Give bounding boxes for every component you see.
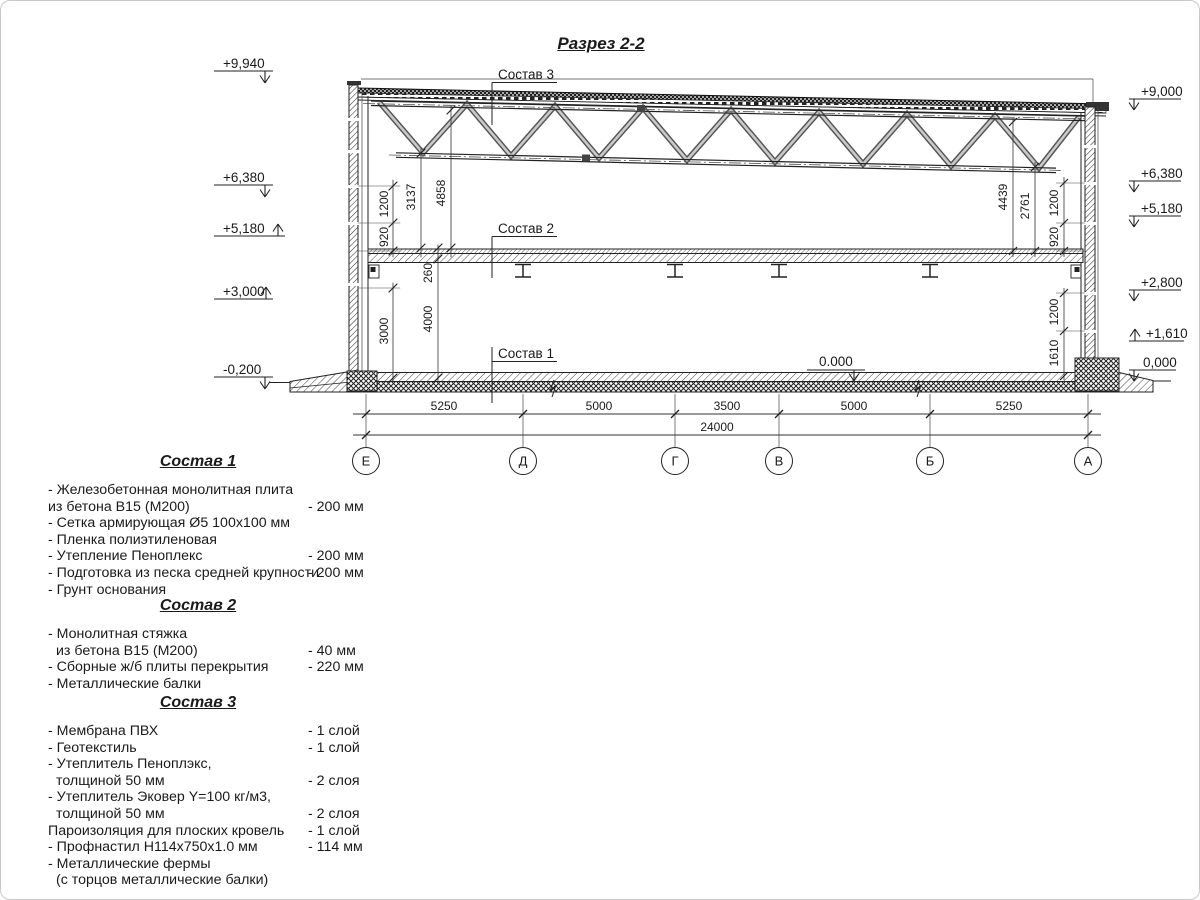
sostav3-label: Состав 3 xyxy=(498,67,554,82)
svg-text:4439: 4439 xyxy=(996,183,1010,211)
chord-splice-plate xyxy=(637,105,645,112)
elevation-mark xyxy=(1129,326,1188,341)
right-wall xyxy=(1081,107,1098,373)
list-item: толщиной 50 мм - 2 слоя xyxy=(56,805,360,822)
svg-text:+1,610: +1,610 xyxy=(1146,326,1188,341)
beam-seat xyxy=(369,265,379,278)
floor-slab xyxy=(368,249,1083,278)
right-apron xyxy=(1119,373,1153,393)
svg-text:5000: 5000 xyxy=(585,399,613,413)
composition-list-1 xyxy=(48,453,388,598)
svg-text:+9,000: +9,000 xyxy=(1141,84,1183,99)
axis-label: Д xyxy=(518,453,528,469)
list-item: - Пленка полиэтиленовая xyxy=(48,531,217,548)
list-item: - Сборные ж/б плиты перекрытия - 220 мм xyxy=(48,659,364,676)
svg-text:2761: 2761 xyxy=(1018,192,1032,220)
svg-text:260: 260 xyxy=(421,262,435,284)
list-item: (с торцов металлические балки) xyxy=(56,872,269,889)
list-item: - Грунт основания xyxy=(48,581,167,598)
sostav2-label: Состав 2 xyxy=(498,221,554,236)
elevation-marks-left xyxy=(214,56,285,389)
list-item: - Металлические балки xyxy=(48,675,202,692)
svg-text:1610: 1610 xyxy=(1047,339,1061,367)
total-dim: 24000 xyxy=(700,420,734,434)
elevation-mark xyxy=(214,221,285,236)
elevation-mark xyxy=(214,284,273,299)
list-item: - Подготовка из песка средней крупности - 200 мм xyxy=(48,564,364,581)
axis-label: В xyxy=(774,453,784,469)
list-item: из бетона В15 (М200) - 200 мм xyxy=(48,498,364,515)
left-wall xyxy=(347,81,368,379)
svg-text:920: 920 xyxy=(377,226,391,248)
svg-text:0,000: 0,000 xyxy=(1143,355,1177,370)
svg-text:+5,180: +5,180 xyxy=(223,221,265,236)
composition-heading: Состав 1 xyxy=(159,453,237,470)
composition-list-2 xyxy=(48,597,388,692)
svg-text:920: 920 xyxy=(1047,226,1061,248)
axis-label: Г xyxy=(671,453,679,469)
list-item: - Сетка армирующая Ø5 100х100 мм xyxy=(48,515,291,532)
composition-heading: Состав 2 xyxy=(159,597,237,614)
svg-text:3137: 3137 xyxy=(404,183,418,211)
list-item: - Утепление Пеноплекс - 200 мм xyxy=(48,548,364,565)
svg-text:+2,800: +2,800 xyxy=(1141,275,1183,290)
list-item: - Утеплитель Эковер Y=100 кг/м3, xyxy=(48,789,271,806)
elevation-mark xyxy=(214,362,273,389)
elevation-mark xyxy=(1129,84,1183,110)
list-item: из бетона В15 (М200) - 40 мм xyxy=(56,642,356,659)
svg-text:5250: 5250 xyxy=(995,399,1023,413)
svg-text:+5,180: +5,180 xyxy=(1141,201,1183,216)
composition-list-3 xyxy=(48,694,388,889)
list-item: толщиной 50 мм - 2 слоя xyxy=(56,772,360,789)
svg-text:1200: 1200 xyxy=(377,190,391,218)
elevation-marks-right xyxy=(1129,84,1188,381)
left-apron xyxy=(290,371,356,393)
elevation-mark xyxy=(214,170,273,197)
composition-heading: Состав 3 xyxy=(159,694,237,711)
svg-text:3500: 3500 xyxy=(713,399,741,413)
list-item: - Профнастил Н114х750х1.0 мм - 114 мм xyxy=(48,839,363,856)
list-item: - Монолитная стяжка xyxy=(48,626,188,642)
steel-beams xyxy=(515,265,938,278)
list-item: - Мембрана ПВХ - 1 слой xyxy=(48,723,360,739)
axis-label: Е xyxy=(361,453,371,469)
axis-label: Б xyxy=(925,453,935,469)
section-drawing xyxy=(1,1,1200,491)
svg-text:1200: 1200 xyxy=(1047,189,1061,217)
axis-bubbles xyxy=(353,448,1102,475)
sostav1-label: Состав 1 xyxy=(498,346,554,361)
svg-text:5250: 5250 xyxy=(430,399,458,413)
bottom-dim-chain xyxy=(353,394,1101,447)
svg-text:-0,200: -0,200 xyxy=(223,362,262,377)
svg-text:4858: 4858 xyxy=(434,179,448,207)
svg-text:3000: 3000 xyxy=(377,317,391,345)
elevation-mark xyxy=(1129,166,1183,192)
list-item: - Утеплитель Пеноплэкс, xyxy=(48,756,212,773)
list-item: - Железобетонная монолитная плита xyxy=(48,482,294,498)
vertical-dims-left xyxy=(358,106,455,382)
svg-text:1200: 1200 xyxy=(1047,298,1061,326)
elevation-mark xyxy=(1129,201,1183,227)
svg-text:+3,000: +3,000 xyxy=(223,284,265,299)
svg-text:+6,380: +6,380 xyxy=(1141,166,1183,181)
elevation-mark xyxy=(1129,275,1183,301)
svg-text:+9,940: +9,940 xyxy=(223,56,265,71)
elevation-mark xyxy=(1129,355,1177,381)
svg-text:+6,380: +6,380 xyxy=(223,170,265,185)
axis-label: А xyxy=(1083,453,1093,469)
drawing-title: Разрез 2-2 xyxy=(557,34,645,53)
elevation-mark xyxy=(214,56,273,83)
roof-truss xyxy=(363,101,1093,173)
chord-splice-plate xyxy=(582,155,590,162)
svg-text:4000: 4000 xyxy=(421,305,435,333)
ground-slab xyxy=(269,371,1171,398)
beam-seat xyxy=(1071,265,1081,278)
list-item: Пароизоляция для плоских кровель - 1 слой xyxy=(48,822,360,839)
list-item: - Металлические фермы xyxy=(48,855,211,872)
list-item: - Геотекстиль - 1 слой xyxy=(48,739,360,756)
svg-text:5000: 5000 xyxy=(840,399,868,413)
zero-label: 0.000 xyxy=(819,354,853,369)
